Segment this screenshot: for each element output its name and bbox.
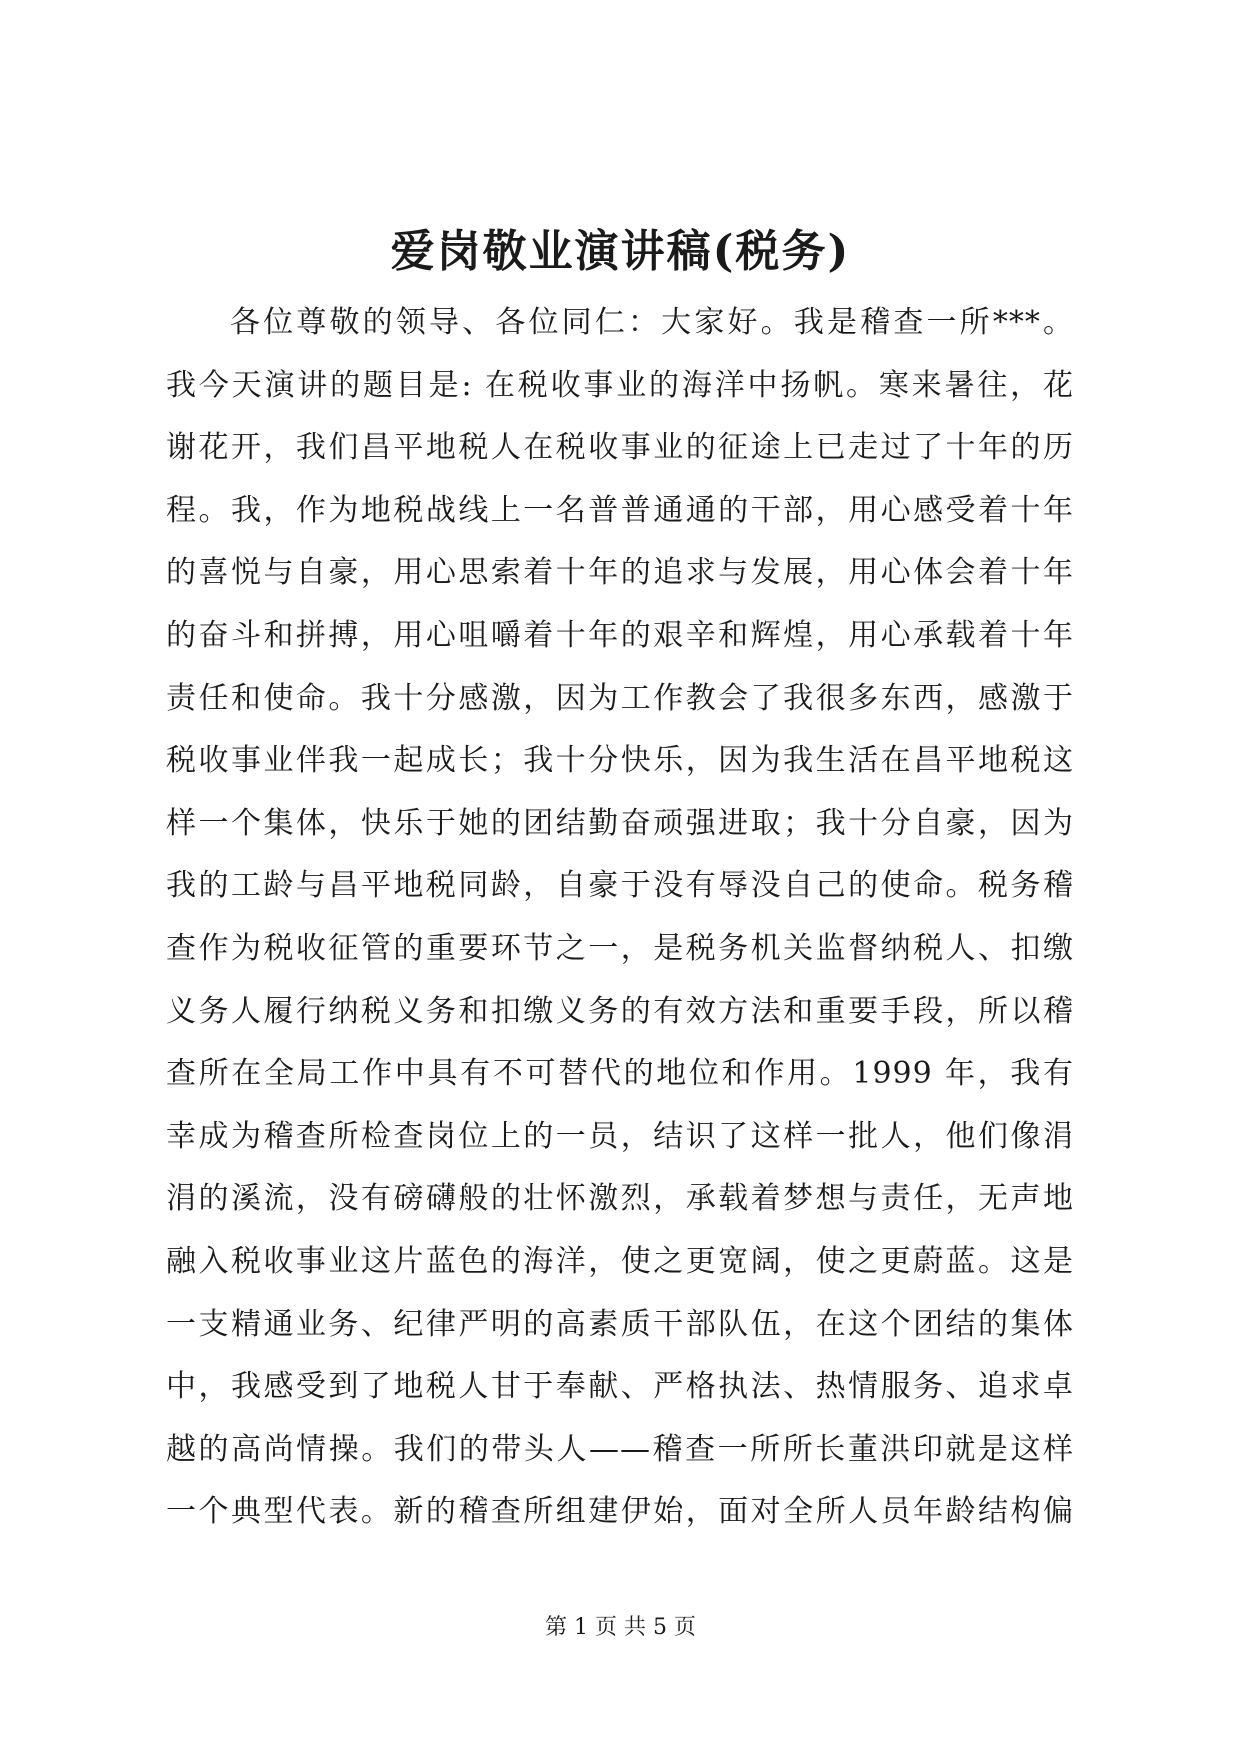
page-number: 第 1 页 共 5 页 bbox=[545, 1615, 696, 1640]
body-line: 一支精通业务、纪律严明的高素质干部队伍，在这个团结的集体 bbox=[166, 1306, 1074, 1342]
body-line: 样一个集体，快乐于她的团结勤奋顽强进取；我十分自豪，因为 bbox=[166, 805, 1074, 841]
body-line: 谢花开，我们昌平地税人在税收事业的征途上已走过了十年的历 bbox=[166, 430, 1074, 466]
body-line: 责任和使命。我十分感激，因为工作教会了我很多东西，感激于 bbox=[166, 680, 1074, 716]
body-line: 幸成为稽查所检查岗位上的一员，结识了这样一批人，他们像涓 bbox=[166, 1118, 1074, 1154]
body-line: 的奋斗和拼搏，用心咀嚼着十年的艰辛和辉煌，用心承载着十年 bbox=[166, 617, 1074, 653]
body-line: 一个典型代表。新的稽查所组建伊始，面对全所人员年龄结构偏 bbox=[166, 1494, 1074, 1530]
body-line: 融入税收事业这片蓝色的海洋，使之更宽阔，使之更蔚蓝。这是 bbox=[166, 1243, 1074, 1279]
body-line: 的喜悦与自豪，用心思索着十年的追求与发展，用心体会着十年 bbox=[166, 555, 1074, 591]
body-line: 查作为税收征管的重要环节之一，是税务机关监督纳税人、扣缴 bbox=[166, 930, 1074, 966]
body-line: 查所在全局工作中具有不可替代的地位和作用。1999 年，我有 bbox=[166, 1056, 1074, 1092]
body-line: 各位尊敬的领导、各位同仁：大家好。我是稽查一所***。 bbox=[230, 305, 1074, 340]
body-line: 义务人履行纳税义务和扣缴义务的有效方法和重要手段，所以稽 bbox=[166, 993, 1074, 1029]
body-line: 越的高尚情操。我们的带头人——稽查一所所长董洪印就是这样 bbox=[166, 1431, 1074, 1467]
document-title: 爱岗敬业演讲稿(税务) bbox=[390, 226, 851, 277]
body-line: 中，我感受到了地税人甘于奉献、严格执法、热情服务、追求卓 bbox=[166, 1369, 1074, 1405]
body-line: 我今天演讲的题目是: 在税收事业的海洋中扬帆。寒来暑往，花 bbox=[166, 367, 1074, 403]
body-line: 税收事业伴我一起成长；我十分快乐，因为我生活在昌平地税这 bbox=[166, 743, 1074, 779]
body-line: 涓的溪流，没有磅礴般的壮怀激烈，承载着梦想与责任，无声地 bbox=[166, 1181, 1074, 1217]
body-line: 程。我，作为地税战线上一名普普通通的干部，用心感受着十年 bbox=[166, 492, 1074, 528]
document-body bbox=[166, 292, 1074, 1544]
body-line: 我的工龄与昌平地税同龄，自豪于没有辱没自己的使命。税务稽 bbox=[166, 868, 1074, 904]
